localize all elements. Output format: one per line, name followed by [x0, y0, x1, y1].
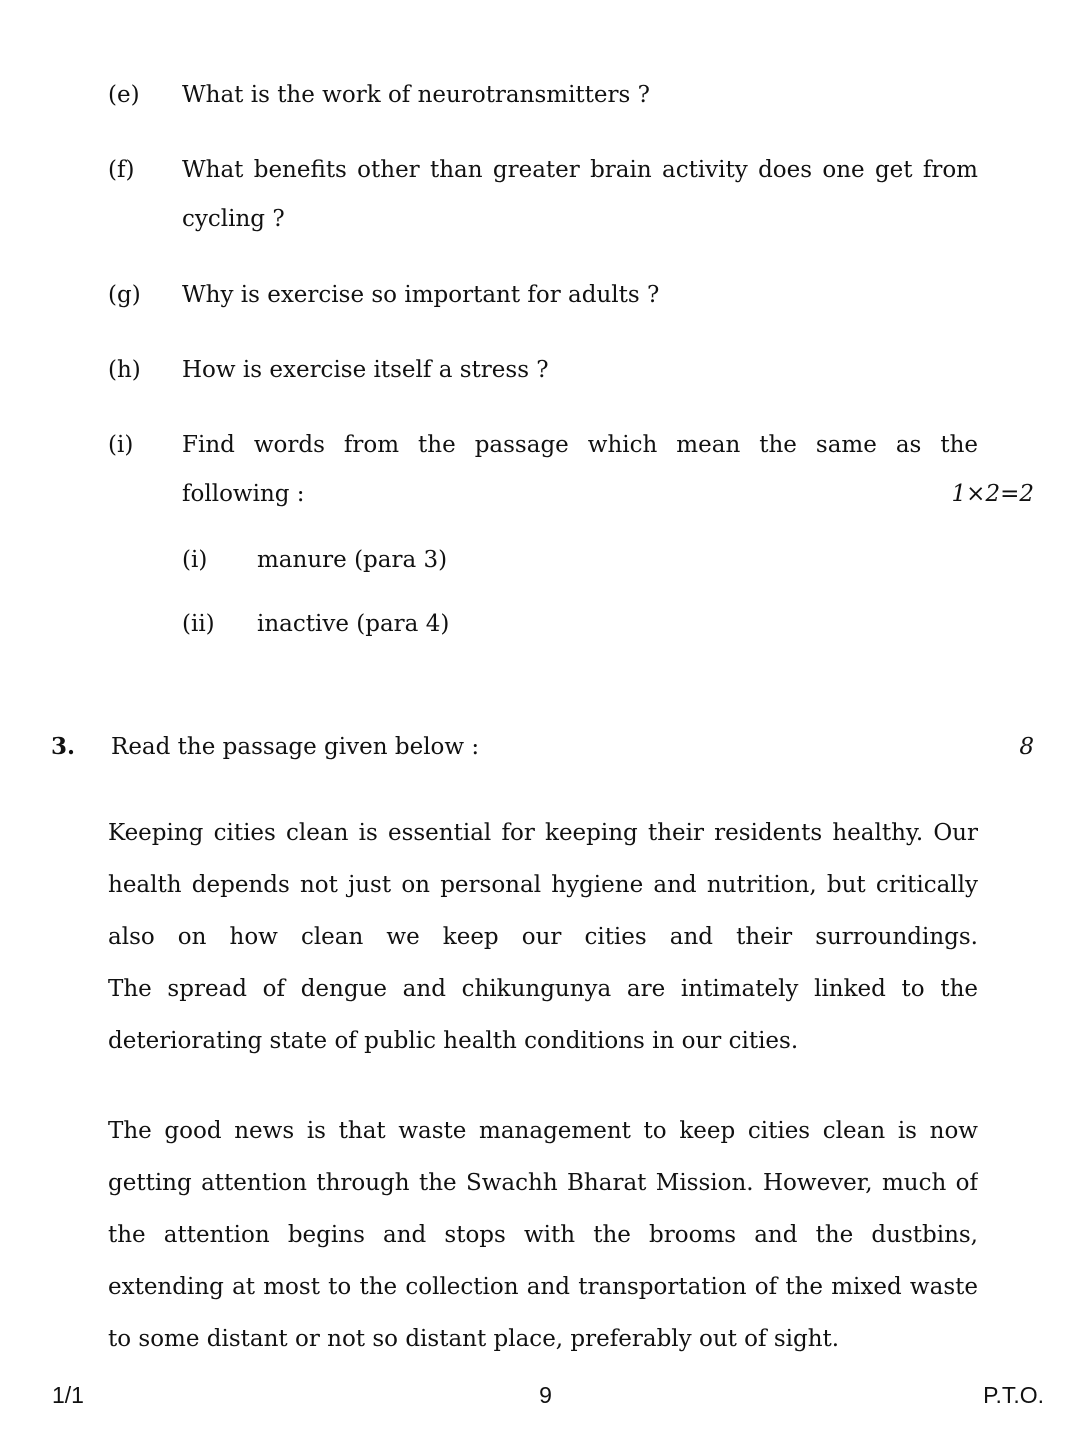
question-text: What is the work of neurotransmitters ?	[182, 82, 650, 108]
question-label: (g)	[108, 282, 141, 308]
question-text: Why is exercise so important for adults ?	[182, 282, 660, 308]
question-text-line1: What benefits other than greater brain activity does one get from	[182, 157, 978, 183]
page-number: 9	[539, 1382, 552, 1408]
section-instruction: Read the passage given below :	[111, 734, 480, 760]
sub-item-label: (ii)	[182, 611, 215, 637]
passage-paragraph-2	[108, 1105, 978, 1365]
passage-line: extending at most to the collection and transportation of the mixed waste	[108, 1274, 978, 1300]
question-label: (i)	[108, 432, 134, 458]
question-label: (e)	[108, 82, 140, 108]
question-text-line2: cycling ?	[182, 206, 285, 232]
question-label: (f)	[108, 157, 135, 183]
passage-line: health depends not just on personal hygiene and nutrition, but critically	[108, 872, 978, 898]
question-text: How is exercise itself a stress ?	[182, 357, 549, 383]
sub-item-label: (i)	[182, 547, 208, 573]
passage-line: Keeping cities clean is essential for keeping their residents healthy. Our	[108, 820, 978, 846]
sub-item-text: manure (para 3)	[257, 547, 448, 573]
question-text-line1: Find words from the passage which mean the same as the	[182, 432, 978, 458]
footer-pto: P.T.O.	[983, 1382, 1044, 1408]
passage-line: also on how clean we keep our cities and their surroundings.	[108, 924, 978, 950]
question-text-line2: following :	[182, 481, 305, 507]
passage-line: The good news is that waste management to keep cities clean is now	[108, 1118, 978, 1144]
footer-code: 1/1	[52, 1382, 84, 1408]
passage-line: to some distant or not so distant place, preferably out of sight.	[108, 1326, 840, 1352]
question-label: (h)	[108, 357, 141, 383]
section-marks: 8	[1019, 734, 1034, 760]
passage-paragraph-1	[108, 807, 978, 1067]
section-number: 3.	[51, 733, 76, 760]
sub-item-text: inactive (para 4)	[257, 611, 450, 637]
passage-line: the attention begins and stops with the brooms and the dustbins,	[108, 1222, 978, 1248]
passage-line: getting attention through the Swachh Bharat Mission. However, much of	[108, 1170, 978, 1196]
passage-line: The spread of dengue and chikungunya are intimately linked to the	[108, 976, 978, 1002]
question-marks: 1×2=2	[951, 481, 1034, 507]
page-footer	[0, 1377, 1091, 1413]
passage-line: deteriorating state of public health conditions in our cities.	[108, 1028, 799, 1054]
